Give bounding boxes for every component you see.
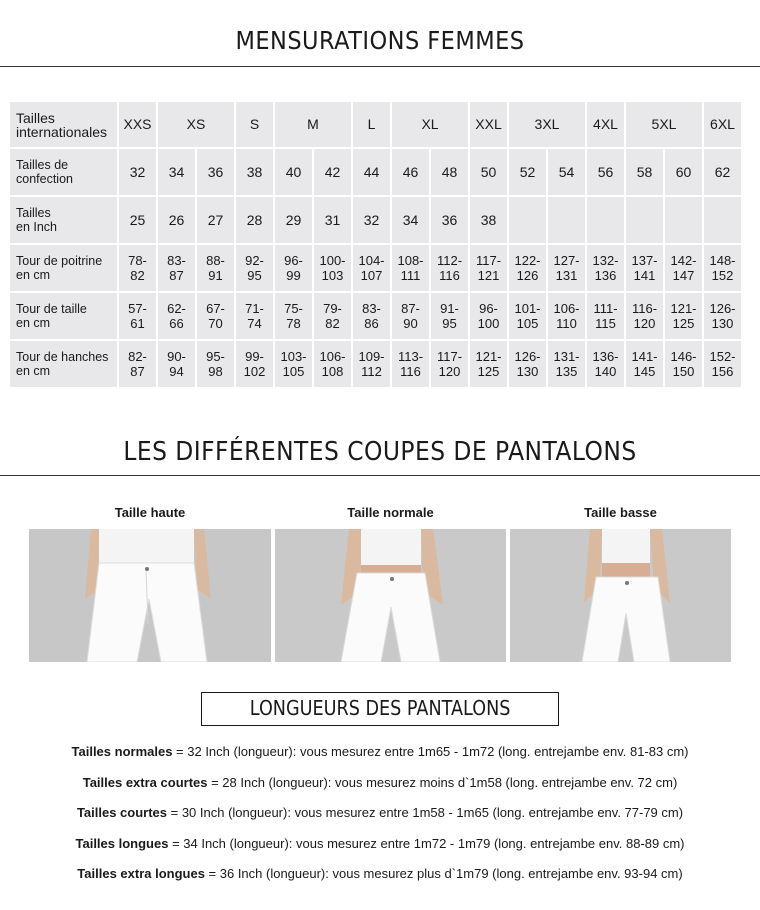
size-group-cell: 5XL: [626, 102, 702, 147]
table-cell: 136- 140: [587, 341, 624, 387]
table-row: [10, 149, 741, 195]
size-table: [8, 100, 743, 389]
table-cell: [509, 197, 546, 243]
table-cell: 26: [158, 197, 195, 243]
table-cell: 34: [392, 197, 429, 243]
table-cell: [626, 197, 663, 243]
fit-label: Taille haute: [114, 505, 186, 520]
table-cell: 92- 95: [236, 245, 273, 291]
row-header: Tailles en Inch: [10, 197, 117, 243]
size-group-cell: M: [275, 102, 351, 147]
table-cell: 50: [470, 149, 507, 195]
length-description: = 34 Inch (longueur): vous mesurez entre 1m72 - 1m79 (long. entrejambe env. 88-89 cm): [168, 835, 685, 851]
table-cell: 100- 103: [314, 245, 351, 291]
table-cell: 87- 90: [392, 293, 429, 339]
table-cell: [704, 197, 741, 243]
table-cell: 27: [197, 197, 234, 243]
table-cell: 29: [275, 197, 312, 243]
lengths-title-box: [201, 692, 559, 726]
table-cell: 83- 86: [353, 293, 390, 339]
table-cell: 78- 82: [119, 245, 156, 291]
length-line: [0, 744, 760, 759]
table-cell: 113- 116: [392, 341, 429, 387]
table-cell: [548, 197, 585, 243]
size-group-cell: S: [236, 102, 273, 147]
table-cell: 148- 152: [704, 245, 741, 291]
length-description: = 30 Inch (longueur): vous mesurez entre 1m58 - 1m65 (long. entrejambe env. 77-79 cm): [167, 805, 684, 820]
fit-normal-waist: [275, 505, 506, 662]
table-cell: 71- 74: [236, 293, 273, 339]
length-name: Tailles courtes: [76, 805, 168, 820]
table-cell: 32: [353, 197, 390, 243]
fit-label: Taille basse: [584, 505, 657, 520]
table-cell: 57- 61: [119, 293, 156, 339]
table-cell: 44: [353, 149, 390, 195]
length-description: = 28 Inch (longueur): vous mesurez moins d`1m58 (long. entrejambe env. 72 cm): [207, 774, 678, 790]
table-cell: 62- 66: [158, 293, 195, 339]
table-cell: 60: [665, 149, 702, 195]
fits-title: LES DIFFÉRENTES COUPES DE PANTALONS: [123, 437, 637, 467]
table-cell: 121- 125: [470, 341, 507, 387]
length-name: Tailles extra longues: [77, 866, 205, 881]
row-header: Tour de taille en cm: [10, 293, 117, 339]
length-name: Tailles longues: [75, 835, 169, 851]
size-group-cell: XS: [158, 102, 234, 147]
table-cell: 82- 87: [119, 341, 156, 387]
table-row: [10, 293, 741, 339]
table-cell: 111- 115: [587, 293, 624, 339]
table-cell: [665, 197, 702, 243]
table-cell: 126- 130: [704, 293, 741, 339]
length-description: = 32 Inch (longueur): vous mesurez entre 1m65 - 1m72 (long. entrejambe env. 81-83 cm): [172, 744, 689, 759]
length-name: Tailles normales: [71, 744, 173, 759]
length-line: [0, 836, 760, 851]
table-cell: 122- 126: [509, 245, 546, 291]
fit-low-waist: [510, 505, 731, 662]
table-row: [10, 245, 741, 291]
table-cell: 116- 120: [626, 293, 663, 339]
length-line: [0, 866, 760, 881]
size-group-cell: XXL: [470, 102, 507, 147]
table-cell: 36: [197, 149, 234, 195]
size-group-cell: 3XL: [509, 102, 585, 147]
table-cell: 67- 70: [197, 293, 234, 339]
table-cell: 109- 112: [353, 341, 390, 387]
table-cell: 106- 108: [314, 341, 351, 387]
fit-high-waist: [29, 505, 271, 662]
table-cell: 91- 95: [431, 293, 468, 339]
table-cell: 38: [236, 149, 273, 195]
sizes-title: MENSURATIONS FEMMES: [235, 26, 525, 55]
length-line: [0, 805, 760, 820]
size-group-cell: XL: [392, 102, 468, 147]
table-cell: [587, 197, 624, 243]
table-cell: 106- 110: [548, 293, 585, 339]
table-cell: 112- 116: [431, 245, 468, 291]
length-name: Tailles extra courtes: [82, 774, 208, 790]
size-group-cell: 4XL: [587, 102, 624, 147]
table-cell: 131- 135: [548, 341, 585, 387]
table-cell: 31: [314, 197, 351, 243]
table-cell: 146- 150: [665, 341, 702, 387]
divider: [0, 66, 760, 67]
table-cell: 48: [431, 149, 468, 195]
table-cell: 83- 87: [158, 245, 195, 291]
table-cell: 25: [119, 197, 156, 243]
fit-photo-normal-waist: [275, 529, 506, 662]
table-cell: 121- 125: [665, 293, 702, 339]
divider: [0, 475, 760, 476]
table-cell: 104- 107: [353, 245, 390, 291]
table-cell: 32: [119, 149, 156, 195]
table-cell: 58: [626, 149, 663, 195]
fit-label: Taille normale: [347, 505, 434, 520]
table-cell: 96- 99: [275, 245, 312, 291]
table-cell: 75- 78: [275, 293, 312, 339]
row-header: Tour de poitrine en cm: [10, 245, 117, 291]
table-cell: 142- 147: [665, 245, 702, 291]
table-cell: 79- 82: [314, 293, 351, 339]
table-cell: 90- 94: [158, 341, 195, 387]
table-cell: 108- 111: [392, 245, 429, 291]
table-cell: 99- 102: [236, 341, 273, 387]
table-row: [10, 197, 741, 243]
table-cell: 36: [431, 197, 468, 243]
fit-photo-high-waist: [29, 529, 271, 662]
lengths-title: LONGUEURS DES PANTALONS: [249, 696, 511, 720]
table-cell: 62: [704, 149, 741, 195]
table-cell: 127- 131: [548, 245, 585, 291]
fit-photo-low-waist: [510, 529, 731, 662]
row-header: Tailles de confection: [10, 149, 117, 195]
table-cell: 54: [548, 149, 585, 195]
length-line: [0, 775, 760, 790]
row-header: Tour de hanches en cm: [10, 341, 117, 387]
table-cell: 117- 120: [431, 341, 468, 387]
row-header: Tailles internationales: [10, 102, 117, 147]
table-cell: 38: [470, 197, 507, 243]
table-cell: 46: [392, 149, 429, 195]
table-cell: 132- 136: [587, 245, 624, 291]
table-cell: 152- 156: [704, 341, 741, 387]
table-row: [10, 102, 741, 147]
table-cell: 88- 91: [197, 245, 234, 291]
table-cell: 56: [587, 149, 624, 195]
table-cell: 96- 100: [470, 293, 507, 339]
size-group-cell: 6XL: [704, 102, 741, 147]
table-cell: 34: [158, 149, 195, 195]
table-cell: 126- 130: [509, 341, 546, 387]
table-cell: 42: [314, 149, 351, 195]
table-cell: 117- 121: [470, 245, 507, 291]
size-group-cell: L: [353, 102, 390, 147]
table-cell: 103- 105: [275, 341, 312, 387]
size-group-cell: XXS: [119, 102, 156, 147]
table-cell: 137- 141: [626, 245, 663, 291]
table-cell: 40: [275, 149, 312, 195]
table-cell: 141- 145: [626, 341, 663, 387]
table-cell: 28: [236, 197, 273, 243]
table-row: [10, 341, 741, 387]
length-description: = 36 Inch (longueur): vous mesurez plus d`1m79 (long. entrejambe env. 93-94 cm): [204, 866, 683, 881]
table-cell: 101- 105: [509, 293, 546, 339]
table-cell: 52: [509, 149, 546, 195]
table-cell: 95- 98: [197, 341, 234, 387]
